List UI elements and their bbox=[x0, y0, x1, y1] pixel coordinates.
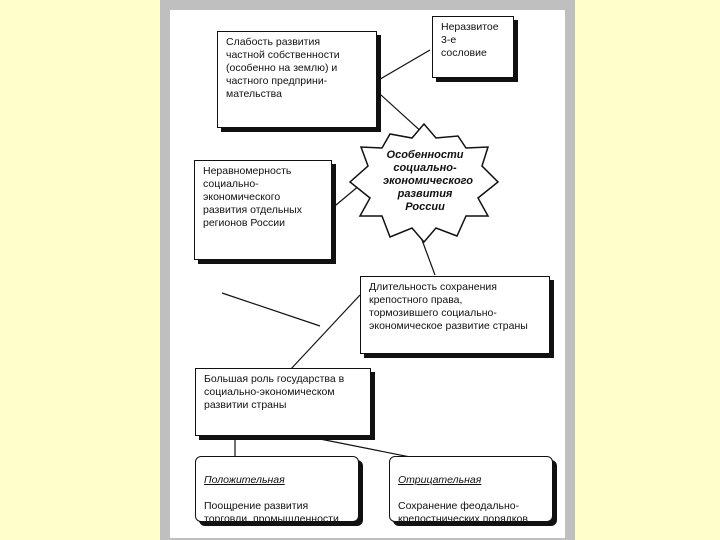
positive-title: Положительная bbox=[204, 474, 285, 486]
positive-box bbox=[195, 456, 359, 525]
positive-text: Поощрение развития торговли, промышленности bbox=[204, 500, 339, 525]
slide-frame bbox=[160, 0, 575, 540]
line-state-to-negative bbox=[315, 438, 415, 458]
serfdom-box: Длительность сохранения крепостного права, тормозившего социально- экономическое развитие страны bbox=[360, 276, 550, 354]
negative-text: Сохранение феодально- крепостнических порядков bbox=[398, 500, 528, 525]
line-to-center-from-property bbox=[370, 85, 425, 135]
line-center-to-serfdom bbox=[422, 240, 435, 275]
negative-title: Отрицательная bbox=[398, 474, 482, 486]
state-role-box: Большая роль государства в социально-экономическом развитии страны bbox=[195, 368, 371, 436]
line-uneven-to-serfdom bbox=[222, 293, 320, 326]
line-serfdom-to-state bbox=[290, 295, 360, 370]
third-estate-box: Неразвитое 3-е сословие bbox=[432, 16, 514, 78]
diagram-sheet bbox=[170, 10, 565, 538]
weak-private-property-box: Слабость развития частной собственности (особенно на землю) и частного предприни- мательства bbox=[217, 31, 377, 128]
line-to-third-estate bbox=[370, 50, 430, 85]
negative-box bbox=[389, 456, 553, 525]
uneven-development-box: Неравномерность социально- экономического развития отдельных регионов России bbox=[194, 160, 332, 260]
center-title: Особенности социально- экономического развития России bbox=[383, 149, 473, 213]
